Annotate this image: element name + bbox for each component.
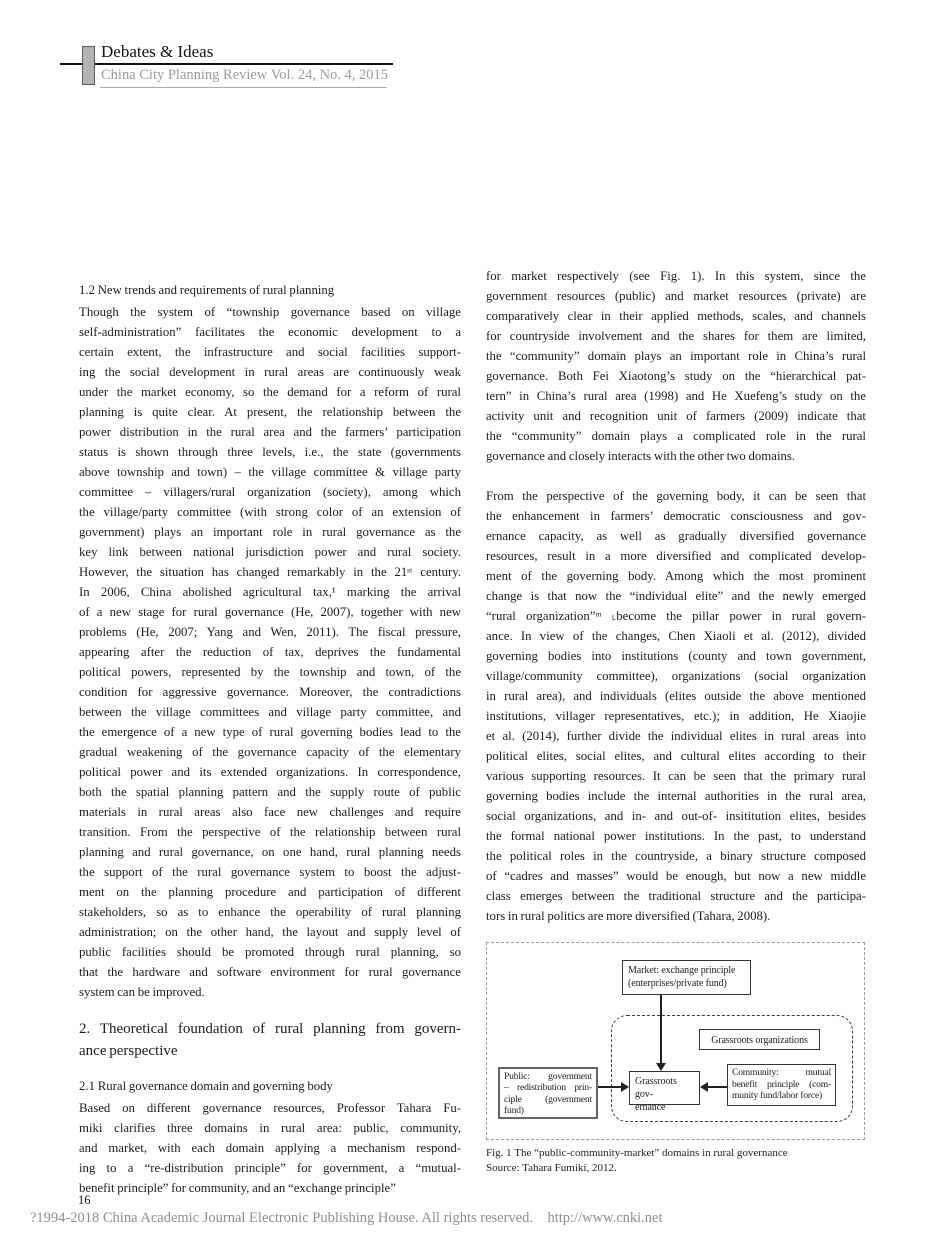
page-number: 16 (78, 1193, 91, 1207)
text-line: village/community committee), organizations (social organization (486, 669, 866, 683)
text-line: benefit principle” for community, and an “exchange principle” (79, 1181, 396, 1195)
text-line: both the spatial planning pattern and the supply route of public (79, 785, 461, 799)
text-line: the support of the rural governance system to boost the adjust- (79, 865, 461, 879)
text-line: activity unit and recognition unit of farmers (2009) indicate that (486, 409, 866, 423)
market-box (622, 960, 751, 995)
governance-box-line: Grassroots gov- (635, 1076, 677, 1100)
grassroots-organizations-label: Grassroots organizations (711, 1035, 808, 1046)
text-line: self-administration” facilitates the economic development to a (79, 325, 461, 339)
grassroots-governance-box (629, 1071, 700, 1113)
text-line: institutions, villager representatives, etc.); in addition, He Xiaojie (486, 709, 866, 723)
section-2-1-subheading (79, 1076, 461, 1096)
paragraph-governing-body (486, 486, 866, 926)
text-line: governance. Both Fei Xiaotong’s study on the “hierarchical pat- (486, 369, 866, 383)
text-line: for countryside involvement and the shares for them are limited, (486, 329, 866, 343)
community-box-line: Community: mutual (732, 1067, 831, 1078)
text-line: political powers, represented by the township and town, of the (79, 665, 461, 679)
text-line: between the village committees and village party committee, and (79, 705, 461, 719)
paragraph-market-system (486, 266, 866, 466)
grassroots-organizations-box (699, 1029, 820, 1050)
text-line: system can be improved. (79, 985, 205, 999)
figure-source: Source: Tahara Fumiki, 2012. (486, 1162, 617, 1174)
market-box-line: (enterprises/private fund) (628, 978, 727, 989)
public-box-line: Public: government (504, 1071, 592, 1082)
text-line: the “community” domain plays an important role in China’s rural (486, 349, 866, 363)
text-line: various supporting resources. It can be seen that the primary rural (486, 769, 866, 783)
text-line: appearing after the reduction of tax, deprives the fundamental (79, 645, 461, 659)
text-line: of “cadres and masses” would be enough, but now a new middle (486, 869, 866, 883)
community-box-line: benefit principle (com- (732, 1078, 831, 1090)
text-line: comparatively clear in their applied methods, scales, and channels (486, 309, 866, 323)
figure-caption: Fig. 1 The “public-community-market” domains in rural governance (486, 1147, 788, 1159)
text-line: ance. In view of the changes, Chen Xiaoli et al. (2012), divided (486, 629, 866, 643)
text-line: planning and rural governance, on one hand, rural planning needs (79, 845, 461, 859)
text-line: stakeholders, so as to enhance the operability of rural planning (79, 905, 461, 919)
copyright-line: ?1994-2018 China Academic Journal Electronic Publishing House. All rights reserved. http://www.cnki.net (30, 1210, 663, 1226)
text-line: ment of the governing body. Among which the most prominent (486, 569, 866, 583)
text-line: However, the situation has changed remarkably in the 21ˢᵗ century. (79, 565, 461, 579)
text-line: change is that now the “individual elite” and the newly emerged (486, 589, 866, 603)
header-rule (60, 63, 393, 65)
text-line: public facilities should be promoted through rural planning, so (79, 945, 461, 959)
public-box (498, 1067, 598, 1119)
text-line: ment on the planning procedure and participation of different (79, 885, 461, 899)
text-line: 2. Theoretical foundation of rural planning from govern- (79, 1021, 461, 1037)
section-1-2-subheading (79, 280, 461, 300)
text-line: tern” in China’s rural area (1998) and He Xuefeng’s study on the (486, 389, 866, 403)
arrow-market-to-governance (660, 995, 662, 1064)
text-line: committee – villagers/rural organization (society), among which (79, 485, 461, 499)
text-line: ance perspective (79, 1043, 178, 1059)
text-line: political power and its extended organizations. In correspondence, (79, 765, 461, 779)
text-line: the “community” domain plays a complicated role in the rural (486, 429, 866, 443)
text-line: Based on different governance resources, Professor Tahara Fu- (79, 1101, 461, 1115)
text-line: key link between national jurisdiction power and rural society. (79, 545, 461, 559)
text-line: the enhancement in farmers’ democratic consciousness and gov- (486, 509, 866, 523)
text-line: From the perspective of the governing body, it can be seen that (486, 489, 866, 503)
text-line: in rural area), and individuals (elites outside the above mentioned (486, 689, 866, 703)
text-line: social organizations, and in- and out-of- insititution elites, besides (486, 809, 866, 823)
right-text-column (486, 266, 866, 926)
text-line: for market respectively (see Fig. 1). In this system, since the (486, 269, 866, 283)
arrow-community-to-governance (707, 1086, 727, 1088)
text-line: government) plays an important role in rural governance as the (79, 525, 461, 539)
community-box-line: munity fund/labor force) (732, 1090, 823, 1102)
text-line: ing the social development in rural areas are continuously weak (79, 365, 461, 379)
text-line: under the market economy, so the demand for a reform of rural (79, 385, 461, 399)
text-line: administration; on the other hand, the layout and supply level of (79, 925, 461, 939)
text-line: the formal national power institutions. In the past, to understand (486, 829, 866, 843)
text-line: problems (He, 2007; Yang and Wen, 2011). The fiscal pressure, (79, 625, 461, 639)
text-line: governing bodies into institutions (county and town government, (486, 649, 866, 663)
text-line: certain extent, the infrastructure and social facilities support- (79, 345, 461, 359)
section-2-heading (79, 1018, 461, 1062)
public-box-line: ciple (government (504, 1093, 592, 1105)
arrowhead-down-icon (656, 1063, 666, 1071)
public-box-line: – redistribution prin- (504, 1082, 592, 1094)
text-line: governing bodies include the internal authorities in the rural area, (486, 789, 866, 803)
paragraph-rural-planning-trends (79, 302, 461, 1002)
text-line: the emergence of a new type of rural governing bodies lead to the (79, 725, 461, 739)
journal-info: China City Planning Review Vol. 24, No. 4, 2015 (101, 67, 389, 83)
figure-1-diagram (486, 942, 865, 1140)
community-box (727, 1064, 836, 1106)
text-line: resources, result in a more diversified and complicated develop- (486, 549, 866, 563)
paragraph-governance-domains (79, 1098, 461, 1198)
text-line: government resources (public) and market resources (private) are (486, 289, 866, 303)
text-line: governance and closely interacts with the other two domains. (486, 449, 796, 463)
text-line: ing to a “re-distribution principle” for government, a “mutual- (79, 1161, 461, 1175)
text-line: the village/party committee (with strong color of an extension of (79, 505, 461, 519)
governance-box-line: ernance (635, 1102, 666, 1113)
text-line: the political roles in the countryside, a binary structure composed (486, 849, 866, 863)
text-line: gradual weakening of the governance capacity of the elementary (79, 745, 461, 759)
text-line: and market, with each domain applying a mechanism respond- (79, 1141, 461, 1155)
arrowhead-right-icon (621, 1082, 629, 1092)
text-line: miki clarifies three domains in rural area: public, community, (79, 1121, 461, 1135)
text-line: that the hardware and software environment for rural governance (79, 965, 461, 979)
text-line: In 2006, China abolished agricultural tax,¹ marking the arrival (79, 585, 461, 599)
text-line: power distribution in the rural area and the farmers’ participation (79, 425, 461, 439)
text-line: 2.1 Rural governance domain and governing body (79, 1079, 333, 1093)
text-line: planning is quite clear. At present, the relationship between the (79, 405, 461, 419)
text-line: class emerges between the traditional structure and the participa- (486, 889, 866, 903)
text-line: political elites, social elites, and cultural elites according to their (486, 749, 866, 763)
header-subrule (100, 87, 387, 88)
text-line: status is shown through three levels, i.e., the state (governments (79, 445, 461, 459)
section-title: Debates & Ideas (101, 42, 214, 61)
market-box-line: Market: exchange principle (628, 965, 736, 976)
arrowhead-left-icon (700, 1082, 708, 1092)
text-line: of a new stage for rural governance (He, 2007), together with new (79, 605, 461, 619)
arrow-public-to-governance (598, 1086, 622, 1088)
text-line: et al. (2014), further divide the individual elites in rural areas into (486, 729, 866, 743)
text-line: tors in rural politics are more diversified (Tahara, 2008). (486, 909, 771, 923)
text-line: condition for aggressive governance. Moreover, the contradictions (79, 685, 461, 699)
text-line: 1.2 New trends and requirements of rural planning (79, 283, 335, 297)
left-text-column (79, 266, 461, 1198)
text-line: Though the system of “township governance based on village (79, 305, 461, 319)
public-box-line: fund) (504, 1105, 524, 1117)
text-line: materials in rural areas also face new challenges and require (79, 805, 461, 819)
header-tab-marker (82, 46, 95, 85)
text-line: ernance capacity, as well as gradually diversified governance (486, 529, 866, 543)
text-line: above township and town) – the village committee & village party (79, 465, 461, 479)
text-line: transition. From the perspective of the relationship between rural (79, 825, 461, 839)
text-line: “rural organization”ᵐ ˪become the pillar power in rural govern- (486, 609, 866, 623)
